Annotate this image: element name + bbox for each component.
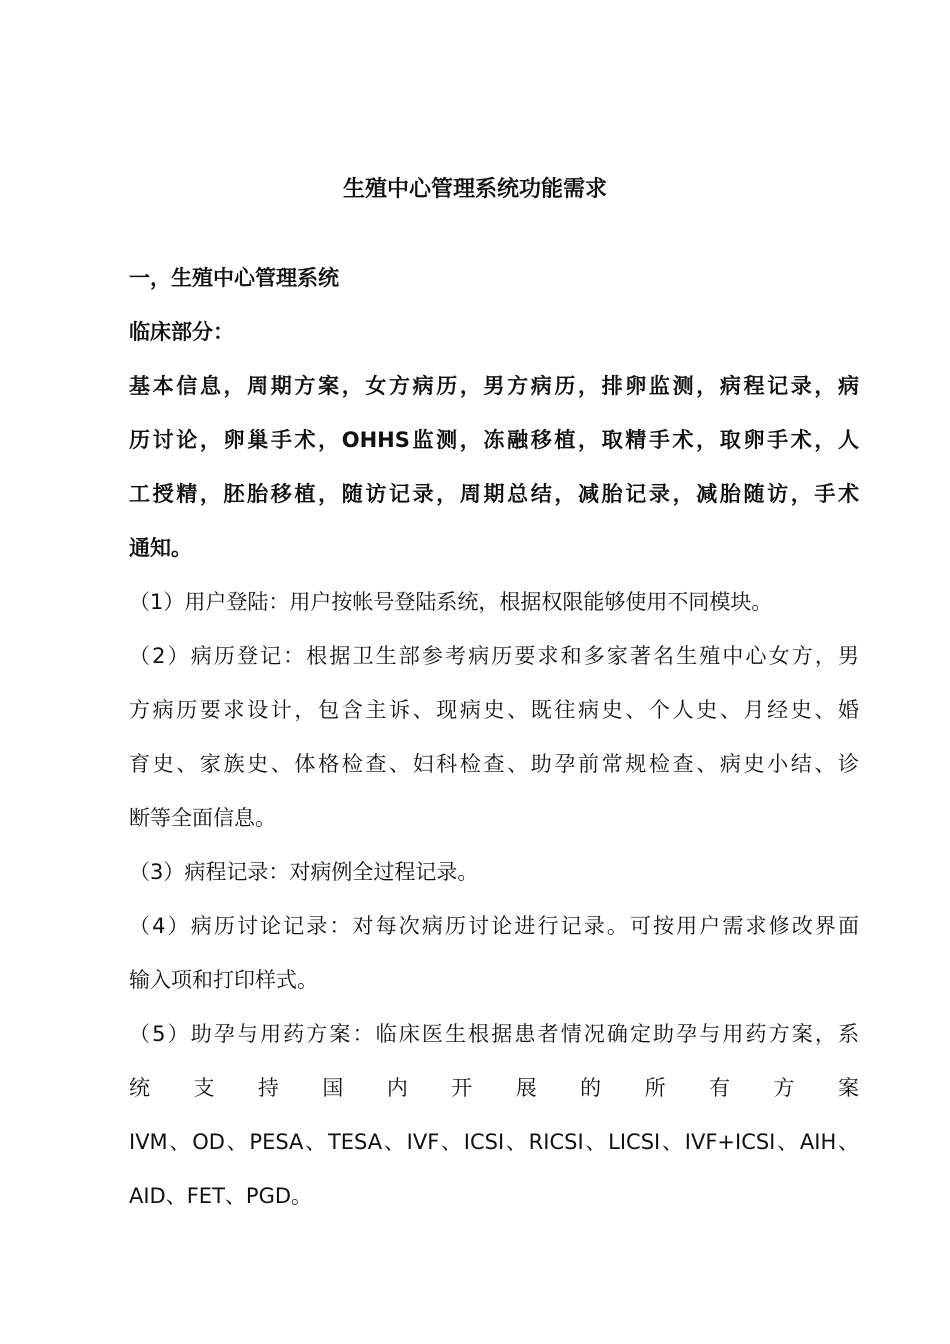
paragraph-line: 输入项和打印样式。 — [129, 968, 318, 992]
document-title: 生殖中心管理系统功能需求 — [342, 177, 607, 202]
section-heading: 一，生殖中心管理系统 — [129, 266, 339, 290]
paragraph-line: 方病历要求设计，包含主诉、现病史、既往病史、个人史、月经史、婚 — [129, 698, 859, 722]
paragraph-line: 统 支 持 国 内 开 展 的 所 有 方 案 — [129, 1076, 859, 1100]
paragraph-line: AID、FET、PGD。 — [129, 1184, 313, 1208]
module-list-line: 基本信息，周期方案，女方病历，男方病历，排卵监测，病程记录，病 — [129, 374, 859, 398]
subsection-heading: 临床部分： — [129, 320, 234, 344]
module-list-line: 工授精，胚胎移植，随访记录，周期总结，减胎记录，减胎随访，手术 — [129, 482, 859, 506]
paragraph-line: （3）病程记录：对病例全过程记录。 — [129, 860, 479, 884]
module-list-line: 通知。 — [129, 536, 192, 560]
module-list-line: 历讨论，卵巢手术，OHHS监测，冻融移植，取精手术，取卵手术，人 — [129, 428, 859, 452]
paragraph-line: IVM、OD、PESA、TESA、IVF、ICSI、RICSI、LICSI、IVF+ICSI、AIH、 — [129, 1130, 859, 1154]
paragraph-line: 育史、家族史、体格检查、妇科检查、助孕前常规检查、病史小结、诊 — [129, 752, 859, 776]
paragraph-line: （1）用户登陆：用户按帐号登陆系统，根据权限能够使用不同模块。 — [129, 590, 773, 614]
paragraph-line: （5）助孕与用药方案：临床医生根据患者情况确定助孕与用药方案，系 — [129, 1022, 859, 1046]
paragraph-line: （4）病历讨论记录：对每次病历讨论进行记录。可按用户需求修改界面 — [129, 914, 859, 938]
paragraph-line: 断等全面信息。 — [129, 806, 276, 830]
document-body — [129, 251, 859, 1223]
paragraph-line: （2）病历登记：根据卫生部参考病历要求和多家著名生殖中心女方，男 — [129, 644, 859, 668]
